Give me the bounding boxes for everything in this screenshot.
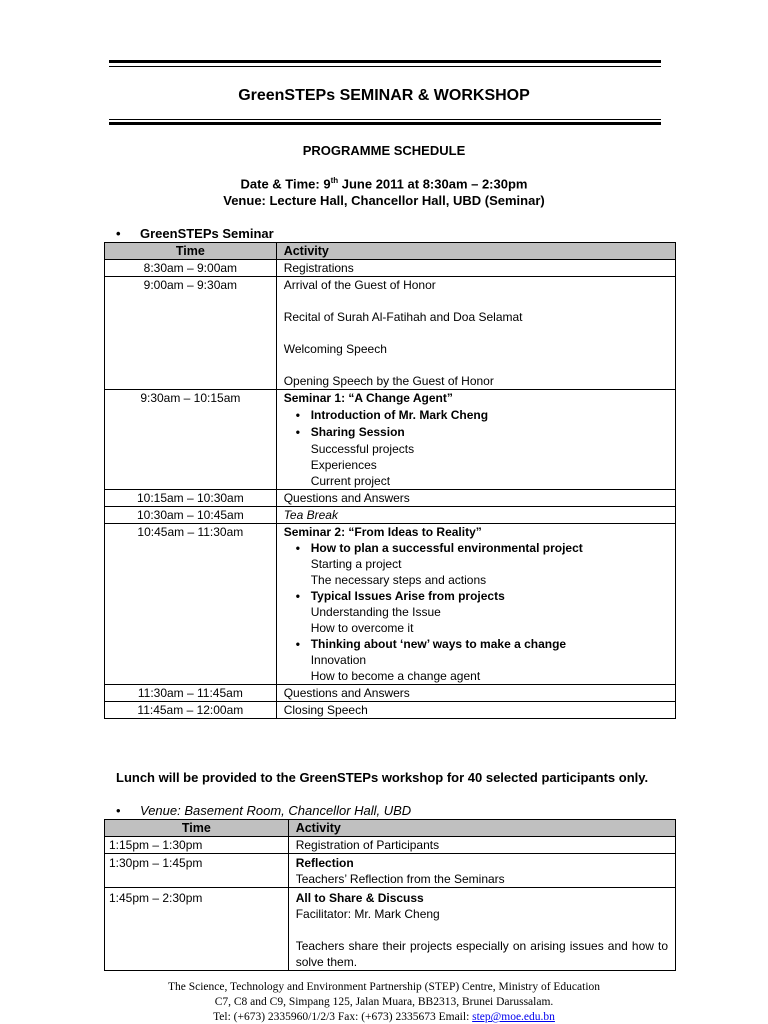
seminar-heading-text: GreenSTEPs Seminar	[140, 226, 274, 241]
sub-item: The necessary steps and actions	[310, 573, 487, 587]
footer-line-3	[0, 1010, 768, 1024]
seminar-title: Seminar 1: “A Change Agent”	[283, 391, 453, 405]
activity-heading: All to Share & Discuss	[295, 891, 424, 905]
table-row	[105, 888, 676, 971]
activity-cell	[276, 702, 675, 719]
time-cell: 10:15am – 10:30am	[105, 490, 277, 507]
activity-text: Questions and Answers	[283, 491, 410, 505]
sub-item: Current project	[310, 474, 391, 488]
activity-cell	[288, 854, 675, 888]
sub-item: Experiences	[310, 458, 377, 472]
footer-line-2: C7, C8 and C9, Simpang 125, Jalan Muara, BB2313, Brunei Darussalam.	[214, 996, 554, 1008]
time-cell: 11:45am – 12:00am	[105, 702, 277, 719]
sub-item: How to become a change agent	[310, 669, 481, 683]
date-time-line	[0, 176, 768, 191]
seminar-heading	[116, 226, 274, 241]
bullet-item: • Thinking about ‘new’ ways to make a change	[284, 636, 668, 652]
footer-contact: Tel: (+673) 2335960/1/2/3 Fax: (+673) 2335673 Email:	[213, 1011, 473, 1023]
sub-item: Starting a project	[310, 557, 402, 571]
time-cell: 11:30am – 11:45am	[105, 685, 277, 702]
venue-line: Venue: Lecture Hall, Chancellor Hall, UBD (Seminar)	[223, 193, 545, 208]
table-row	[105, 854, 676, 888]
column-header-activity: Activity	[276, 243, 675, 260]
sub-item: Innovation	[310, 653, 367, 667]
header-rule-top-thin	[109, 66, 661, 67]
activity-text: Closing Speech	[283, 703, 368, 717]
activity-cell	[276, 277, 675, 390]
document-title: GreenSTEPs SEMINAR & WORKSHOP	[238, 87, 530, 104]
footer-line-1: The Science, Technology and Environment Partnership (STEP) Centre, Ministry of Education	[167, 981, 601, 993]
column-header-time: Time	[105, 243, 277, 260]
time-cell: 9:00am – 9:30am	[105, 277, 277, 390]
date-time-label: Date & Time: 9	[240, 176, 331, 192]
table-row	[105, 837, 676, 854]
time-cell: 1:30pm – 1:45pm	[105, 854, 289, 888]
workshop-venue-text: Venue: Basement Room, Chancellor Hall, UBD	[140, 803, 412, 818]
activity-text: Teachers’ Reflection from the Seminars	[295, 872, 505, 886]
time-cell: 8:30am – 9:00am	[105, 260, 277, 277]
activity-text: Recital of Surah Al-Fatihah and Doa Selamat	[283, 310, 523, 324]
table-row	[105, 524, 676, 685]
workshop-venue	[116, 803, 411, 818]
workshop-schedule-table	[104, 819, 676, 971]
bullet-item: • How to plan a successful environmental project	[284, 540, 668, 556]
activity-text: Registrations	[283, 261, 354, 275]
activity-text: Tea Break	[283, 508, 338, 522]
sub-item: Understanding the Issue	[310, 605, 441, 619]
table-row	[105, 390, 676, 490]
time-cell: 1:45pm – 2:30pm	[105, 888, 289, 971]
bullet-item: • Sharing Session	[284, 424, 668, 441]
header-rule-top-thick	[109, 60, 661, 63]
seminar-title: Seminar 2: “From Ideas to Reality”	[283, 525, 482, 539]
bullet-item: • Typical Issues Arise from projects	[284, 588, 668, 604]
header-rule-bottom-thin	[109, 119, 661, 120]
activity-cell	[276, 507, 675, 524]
time-cell: 10:30am – 10:45am	[105, 507, 277, 524]
seminar-schedule-table	[104, 242, 676, 719]
activity-cell	[276, 490, 675, 507]
table-row	[105, 260, 676, 277]
activity-text: Welcoming Speech	[283, 342, 387, 356]
time-cell: 10:45am – 11:30am	[105, 524, 277, 685]
programme-schedule-heading: PROGRAMME SCHEDULE	[302, 143, 466, 158]
time-cell: 9:30am – 10:15am	[105, 390, 277, 490]
activity-cell	[288, 837, 675, 854]
header-rule-bottom-thick	[109, 122, 661, 125]
table-row	[105, 490, 676, 507]
activity-text: Arrival of the Guest of Honor	[283, 278, 436, 292]
date-time-rest: June 2011 at 8:30am – 2:30pm	[338, 176, 528, 192]
activity-cell	[276, 524, 675, 685]
bullet-icon: •	[116, 803, 121, 818]
footer-email-link[interactable]: step@moe.edu.bn	[472, 1011, 555, 1023]
table-row	[105, 685, 676, 702]
column-header-time: Time	[105, 820, 289, 837]
activity-text: Registration of Participants	[295, 838, 440, 852]
activity-heading: Reflection	[295, 856, 354, 870]
table-row	[105, 507, 676, 524]
activity-text: Teachers share their projects especially on arising issues and how to solve them.	[295, 939, 668, 969]
activity-text: Facilitator: Mr. Mark Cheng	[295, 907, 440, 921]
sub-item: How to overcome it	[310, 621, 414, 635]
bullet-icon: •	[116, 226, 121, 241]
sub-item: Successful projects	[310, 442, 415, 456]
table-header-row	[105, 243, 676, 260]
column-header-activity: Activity	[288, 820, 675, 837]
activity-text: Opening Speech by the Guest of Honor	[283, 374, 494, 388]
lunch-note: Lunch will be provided to the GreenSTEPs workshop for 40 selected participants only.	[116, 770, 649, 785]
activity-cell	[276, 260, 675, 277]
table-header-row	[105, 820, 676, 837]
activity-cell	[288, 888, 675, 971]
time-cell: 1:15pm – 1:30pm	[105, 837, 289, 854]
table-row	[105, 702, 676, 719]
activity-cell	[276, 685, 675, 702]
activity-cell	[276, 390, 675, 490]
date-suffix: th	[330, 176, 339, 185]
activity-text: Questions and Answers	[283, 686, 410, 700]
bullet-item: • Introduction of Mr. Mark Cheng	[284, 407, 668, 424]
table-row	[105, 277, 676, 390]
